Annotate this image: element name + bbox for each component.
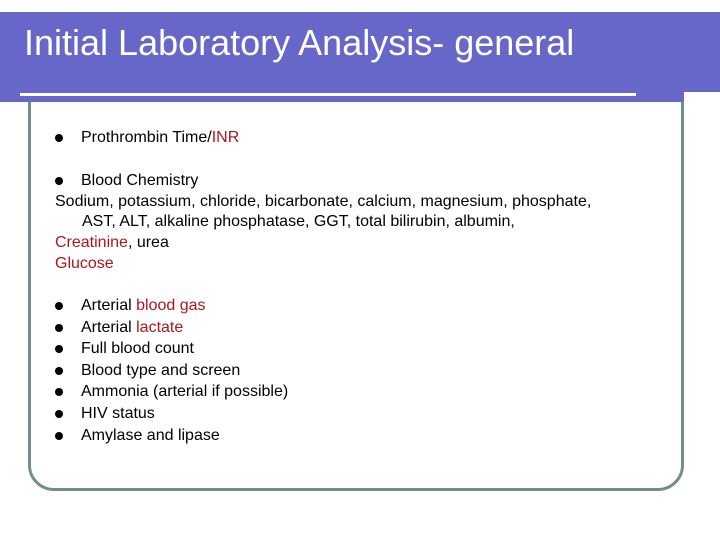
item-text: Amylase and lipase: [81, 427, 220, 444]
item-highlight: Creatinine: [55, 234, 128, 251]
item-text: HIV status: [81, 405, 155, 422]
item-text: Arterial: [81, 297, 137, 314]
list-item: [81, 381, 288, 402]
item-highlight: lactate: [136, 319, 184, 336]
bullet-icon: [55, 324, 63, 332]
bullet-icon: [55, 410, 63, 418]
item-text: Prothrombin Time/: [81, 129, 212, 146]
item-highlight: blood gas: [136, 297, 206, 314]
bullet-icon: [55, 302, 63, 310]
title-bar-corner: [684, 92, 720, 102]
bullet-icon: [55, 367, 63, 375]
list-item: [81, 425, 220, 446]
list-item: [81, 295, 206, 316]
list-item: [81, 338, 194, 359]
item-text: Blood Chemistry: [81, 172, 199, 189]
title-rule: [20, 93, 636, 96]
chemistry-line-1: Sodium, potassium, chloride, bicarbonate, calcium, magnesium, phosphate,: [55, 193, 592, 210]
item-text: Blood type and screen: [81, 362, 241, 379]
item-highlight: INR: [211, 129, 240, 146]
item-text: Full blood count: [81, 340, 194, 357]
bullet-icon: [55, 432, 63, 440]
bullet-icon: [55, 345, 63, 353]
chemistry-line-2: AST, ALT, alkaline phosphatase, GGT, total bilirubin, albumin,: [82, 213, 515, 230]
list-item: [81, 403, 155, 424]
item-text: Ammonia (arterial if possible): [81, 383, 289, 400]
bullet-icon: [55, 134, 63, 142]
item-text: , urea: [127, 234, 169, 251]
bullet-icon: [55, 388, 63, 396]
list-item-blood-chemistry: [81, 170, 198, 191]
list-item: [81, 360, 240, 381]
chemistry-line-3: [55, 232, 169, 253]
slide-title: Initial Laboratory Analysis- general: [24, 22, 575, 63]
chemistry-line-4: Glucose: [55, 255, 114, 272]
item-text: Arterial: [81, 319, 137, 336]
list-item: [81, 317, 183, 338]
list-item-prothrombin: [81, 127, 239, 148]
bullet-icon: [55, 177, 63, 185]
